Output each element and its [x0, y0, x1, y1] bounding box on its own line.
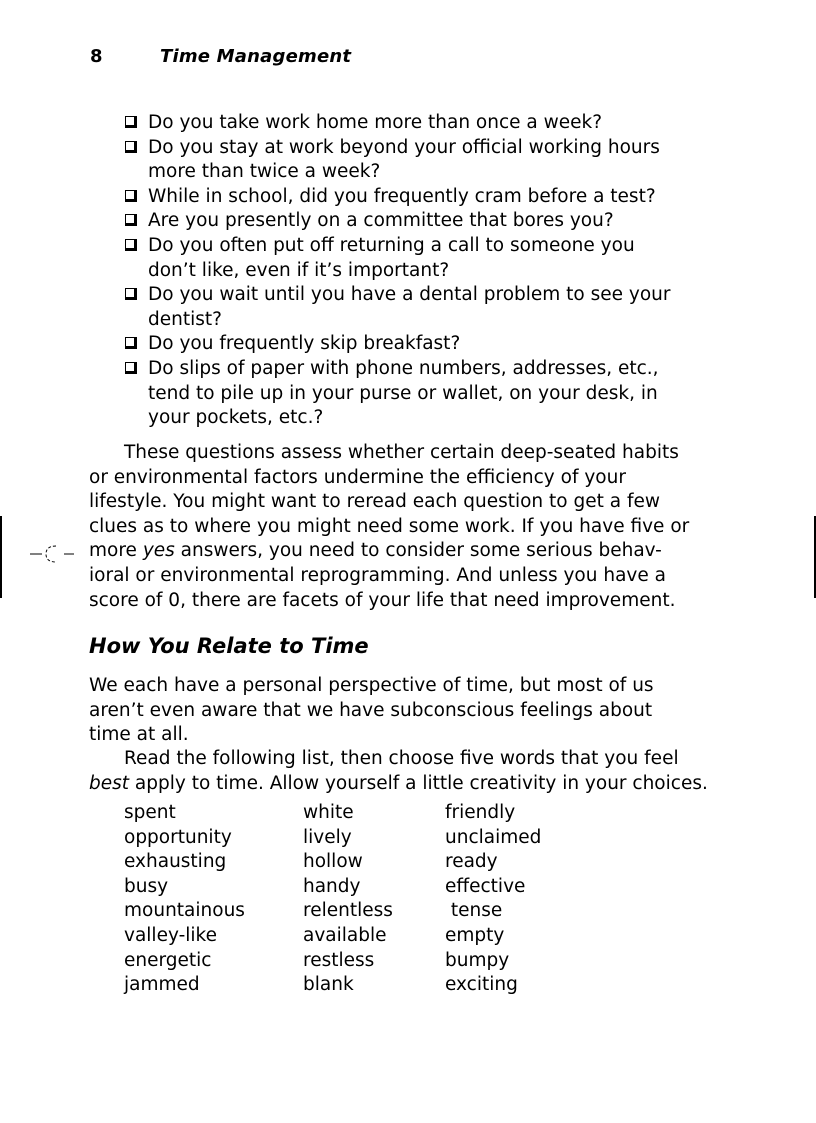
margin-bracket-icon [28, 540, 78, 570]
checklist-item: Do you wait until you have a dental problem to see your dentist? [125, 283, 765, 332]
word-row [124, 973, 645, 998]
word-row [124, 899, 645, 924]
checklist-item: Do you frequently skip breakfast? [125, 332, 765, 357]
word-item: blank [303, 974, 354, 996]
word-list [124, 801, 645, 998]
checklist-item: While in school, did you frequently cram before a test? [125, 185, 765, 210]
checklist-item: Do you take work home more than once a week? [125, 111, 765, 136]
word-item: ready [445, 851, 498, 873]
word-item: white [303, 802, 354, 823]
word-row [124, 826, 645, 851]
emphasis-yes: yes [142, 540, 175, 562]
checkbox-icon [125, 190, 137, 202]
word-item: jammed [124, 974, 200, 996]
word-item: available [303, 924, 387, 946]
left-edge-rule [0, 516, 2, 598]
running-title: Time Management [160, 46, 352, 67]
word-item: valley-like [124, 924, 217, 946]
emphasis-best: best [89, 772, 130, 794]
checkbox-icon [125, 288, 137, 300]
page-number: 8 [90, 46, 103, 67]
word-item: unclaimed [445, 826, 542, 848]
word-item: energetic [124, 949, 212, 971]
questionnaire-checklist [125, 111, 765, 431]
checklist-item: Do you often put off returning a call to someone you don’t like, even if it’s important? [125, 234, 765, 283]
word-item: relentless [303, 900, 393, 922]
word-item: lively [303, 826, 352, 848]
word-item: spent [124, 802, 176, 823]
word-row [124, 801, 645, 826]
word-row [124, 949, 645, 974]
checkbox-icon [125, 214, 137, 226]
checkbox-icon [125, 141, 137, 153]
word-item: handy [303, 875, 361, 897]
intro-paragraph: We each have a personal perspective of time, but most of us aren’t even aware that we have subconscious feelings about time at all. [89, 675, 654, 746]
word-item: hollow [303, 851, 363, 873]
checklist-item: Do slips of paper with phone numbers, addresses, etc., tend to pile up in your purse or wallet, on your desk, in your pockets, etc.? [125, 357, 765, 431]
word-item: bumpy [445, 949, 510, 971]
checkbox-icon [125, 337, 137, 349]
word-item: exhausting [124, 851, 227, 873]
word-item: tense [445, 900, 503, 922]
word-row [124, 875, 645, 900]
word-item: friendly [445, 802, 516, 823]
assessment-paragraph: These questions assess whether certain deep-seated habits or environmental factors undermine the efficiency of your lifestyle. You might want to reread each question to get a few clues as to where you might need some work. If you have five or more yes answers, you need to consider some serious behav- ioral or environmental reprogramming. And unless you have a score of 0, there are facets of your life that need improvement. [89, 442, 690, 611]
checklist-item: Do you stay at work beyond your official working hours more than twice a week? [125, 136, 765, 185]
checkbox-icon [125, 116, 137, 128]
instruction-paragraph: Read the following list, then choose five words that you feel best apply to time. Allow yourself a little creativity in your choices. [89, 748, 708, 794]
section-heading: How You Relate to Time [89, 634, 369, 658]
word-row [124, 850, 645, 875]
word-item: opportunity [124, 826, 232, 848]
running-header [90, 46, 351, 67]
checkbox-icon [125, 239, 137, 251]
word-row [124, 924, 645, 949]
word-item: mountainous [124, 900, 245, 922]
word-item: effective [445, 875, 526, 897]
word-item: busy [124, 875, 169, 897]
word-item: exciting [445, 974, 518, 996]
checklist-item: Are you presently on a committee that bores you? [125, 209, 765, 234]
word-item: empty [445, 924, 505, 946]
word-item: restless [303, 949, 375, 971]
checkbox-icon [125, 362, 137, 374]
